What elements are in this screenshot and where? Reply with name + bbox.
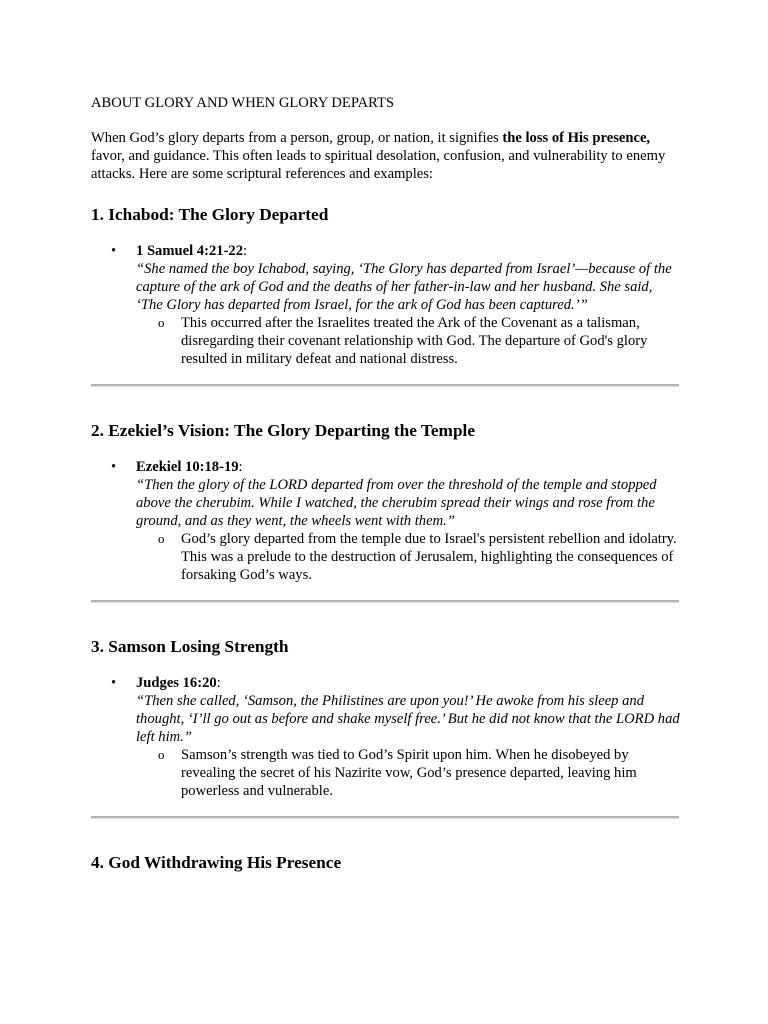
scripture-reference: Ezekiel 10:18-19	[136, 459, 239, 475]
bullet-icon: •	[111, 459, 117, 475]
bullet-icon: •	[111, 675, 117, 691]
scripture-quote: “She named the boy Ichabod, saying, ‘The Glory has departed from Israel’—because of the capture of the ark of God and the deaths of her father-in-law and her husband. She said, ‘The Glory has departed from Israel, for the ark of God has been captured.’”	[136, 261, 672, 313]
section-divider	[91, 600, 679, 603]
commentary-text: This occurred after the Israelites treated the Ark of the Covenant as a talisman, disregarding their covenant relationship with God. The departure of God's glory resulted in military defeat and national distress.	[181, 315, 648, 367]
sub-bullet-icon: o	[158, 315, 165, 330]
commentary-text: God’s glory departed from the temple due to Israel's persistent rebellion and idolatry. This was a prelude to the destruction of Jerusalem, highlighting the consequences of forsaking God’s ways.	[181, 531, 677, 583]
section-heading-3: 3. Samson Losing Strength	[91, 637, 289, 656]
section-heading-4: 4. God Withdrawing His Presence	[91, 853, 342, 872]
document-page	[91, 94, 681, 874]
commentary-item	[136, 530, 681, 584]
scripture-item	[91, 674, 681, 800]
scripture-item	[91, 458, 681, 584]
section-heading-1: 1. Ichabod: The Glory Departed	[91, 205, 329, 224]
commentary-text: Samson’s strength was tied to God’s Spirit upon him. When he disobeyed by revealing the secret of his Nazirite vow, God’s presence departed, leaving him powerless and vulnerable.	[181, 747, 637, 799]
scripture-quote: “Then the glory of the LORD departed from over the threshold of the temple and stopped above the cherubim. While I watched, the cherubim spread their wings and rose from the ground, and as they went, the wheels went with them.”	[136, 477, 657, 529]
intro-text-end: favor, and guidance. This often leads to spiritual desolation, confusion, and vulnerability to enemy attacks. Here are some scriptural references and examples:	[91, 148, 666, 182]
sub-bullet-icon: o	[158, 747, 165, 762]
sub-bullet-icon: o	[158, 531, 165, 546]
scripture-reference: Judges 16:20	[136, 675, 217, 691]
reference-colon: :	[216, 675, 221, 691]
intro-text-start: When God’s glory departs from a person, group, or nation, it signifies	[91, 130, 503, 146]
scripture-reference: 1 Samuel 4:21-22	[136, 243, 244, 259]
commentary-item	[136, 314, 681, 368]
bullet-icon: •	[111, 243, 117, 259]
document-title: ABOUT GLORY AND WHEN GLORY DEPARTS	[91, 95, 395, 111]
section-divider	[91, 384, 679, 387]
section-3-list	[91, 674, 681, 800]
reference-colon: :	[243, 243, 248, 259]
commentary-item	[136, 746, 681, 800]
scripture-quote: “Then she called, ‘Samson, the Philistines are upon you!’ He awoke from his sleep and thought, ‘I’ll go out as before and shake myself free.’ But he did not know that the LORD had left him.”	[136, 693, 680, 745]
section-divider	[91, 816, 679, 819]
reference-colon: :	[238, 459, 243, 475]
section-1-list	[91, 242, 681, 368]
intro-paragraph	[91, 129, 681, 183]
scripture-item	[91, 242, 681, 368]
section-heading-2: 2. Ezekiel’s Vision: The Glory Departing the Temple	[91, 421, 476, 440]
section-2-list	[91, 458, 681, 584]
intro-emphasis: the loss of His presence,	[502, 130, 651, 146]
